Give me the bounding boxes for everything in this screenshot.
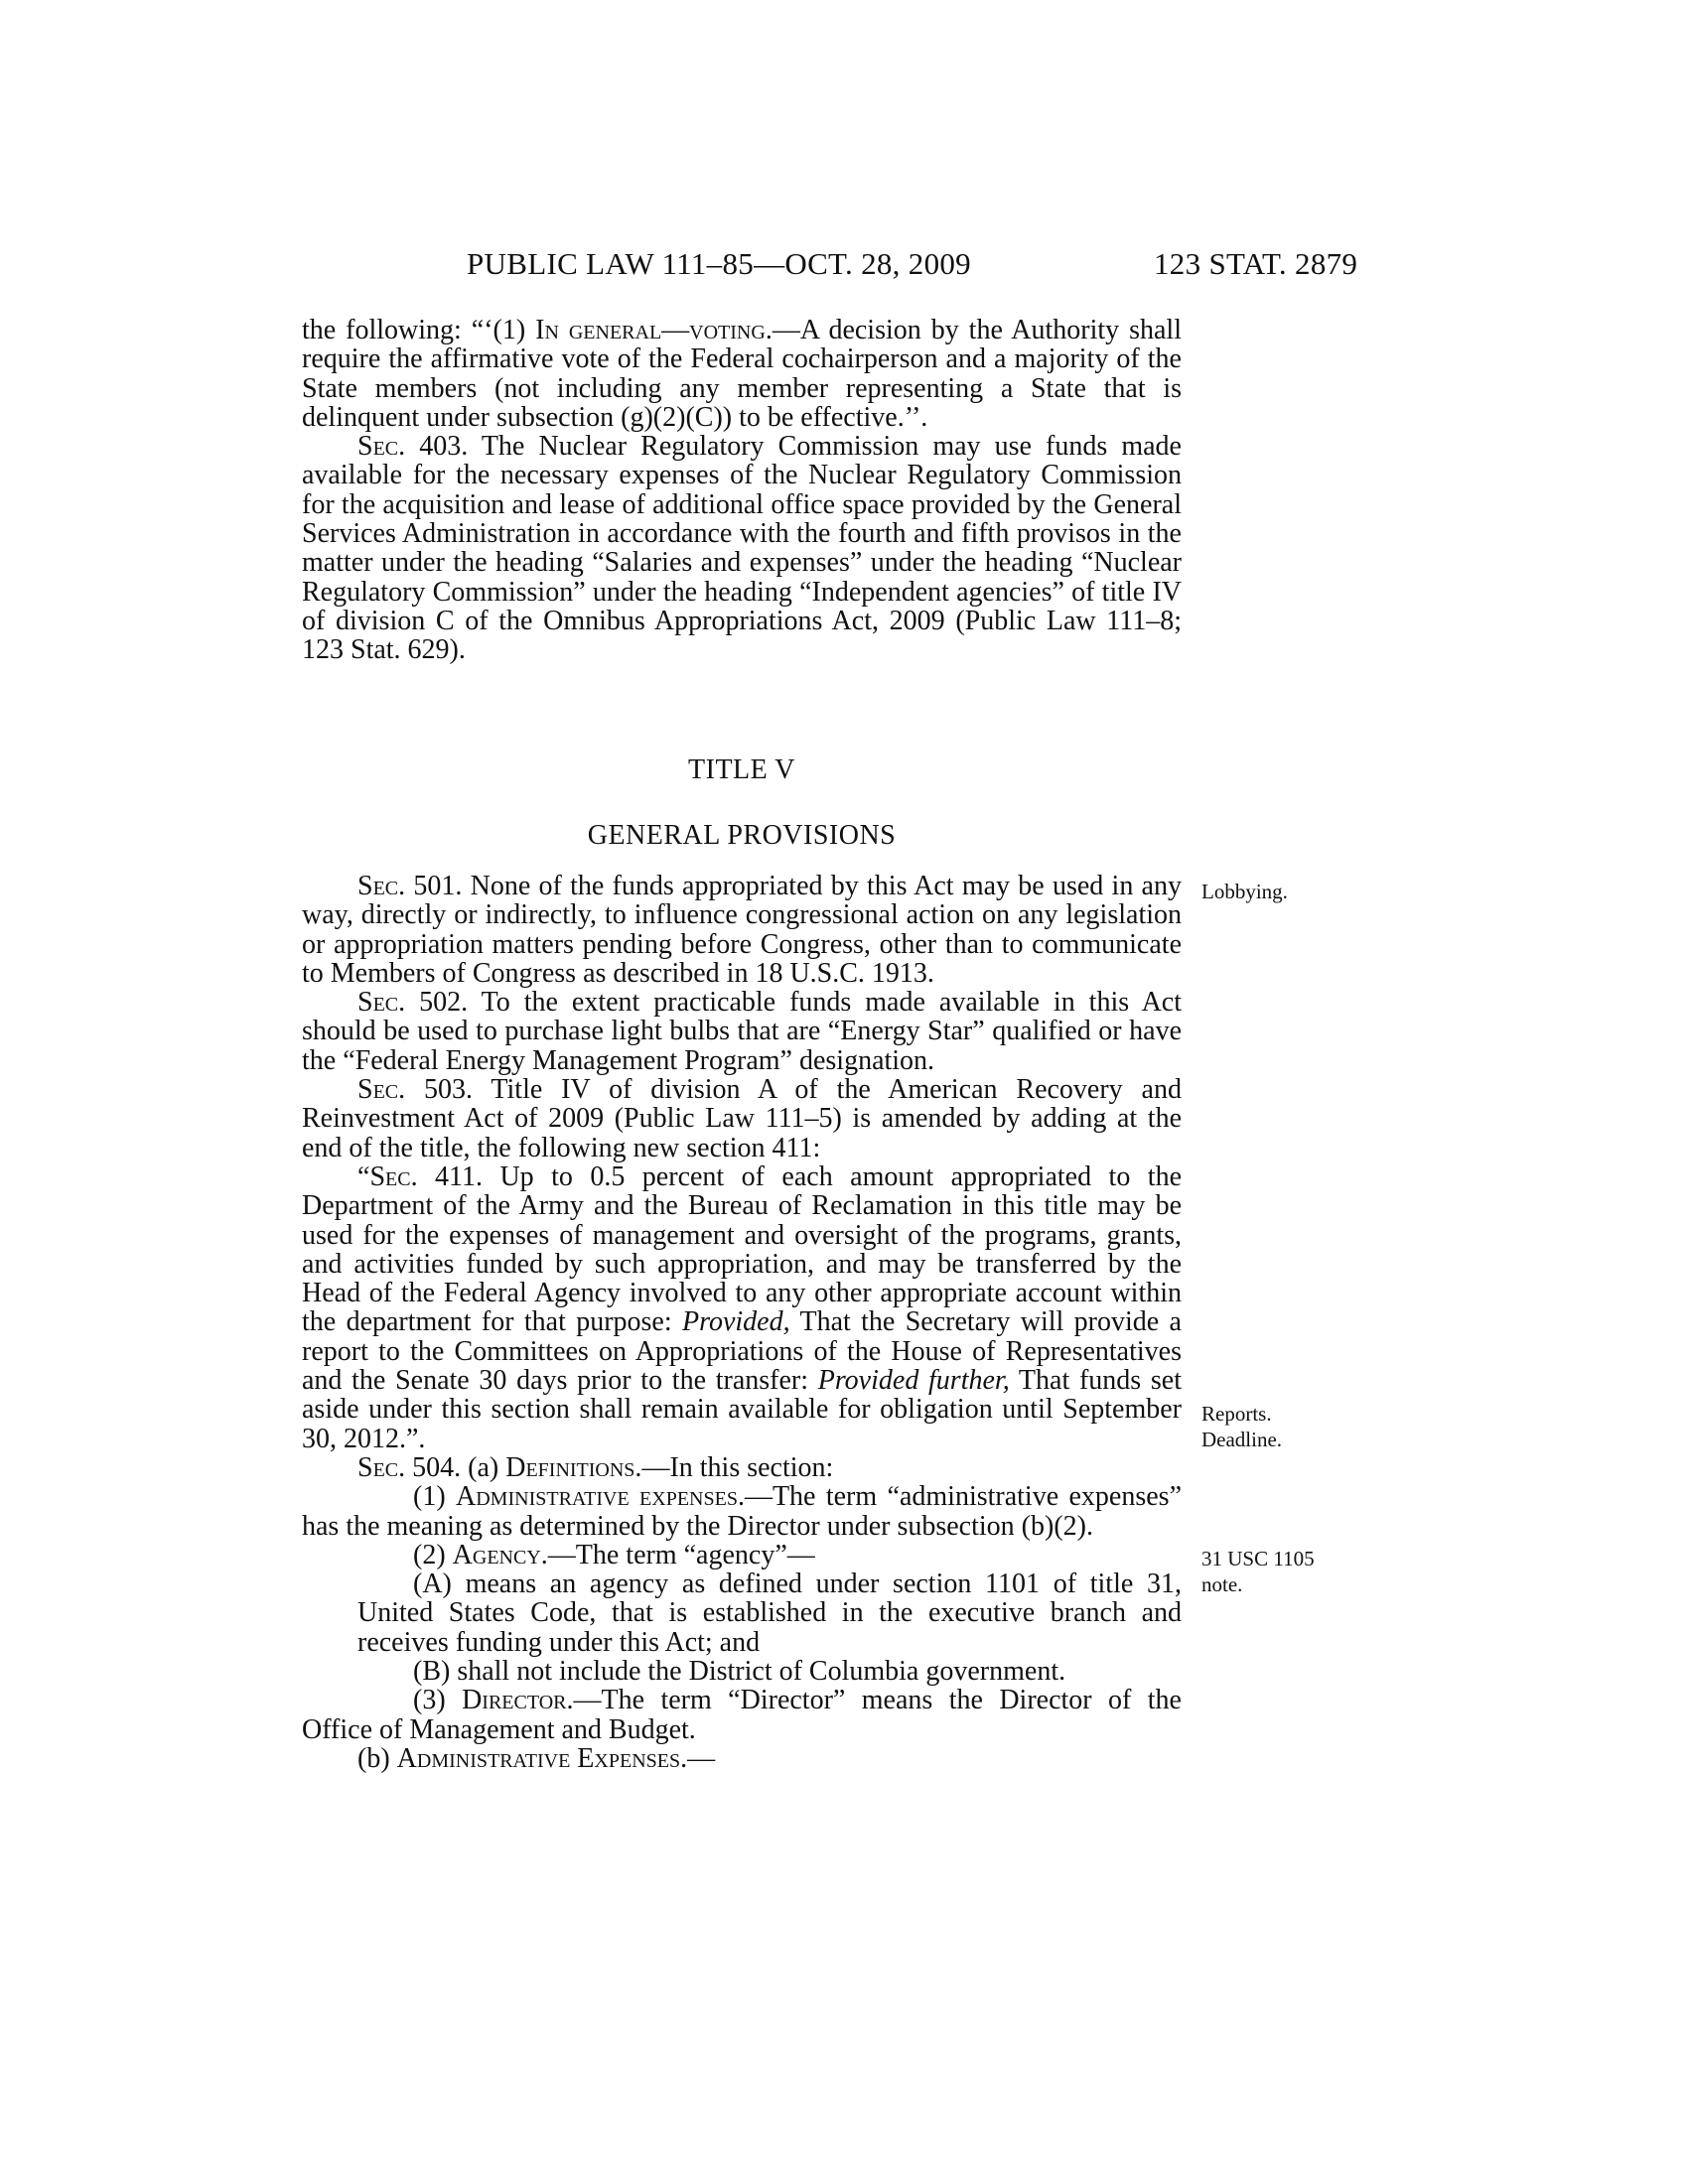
proviso-italic: Provided,: [682, 1306, 790, 1338]
subsection-b: (b) Administrative Expenses.—: [357, 1742, 716, 1774]
section-501: Sec. 501. None of the funds appropriated by this Act may be used in any way, directly or indirectly, to influence congressional action on any legislation or appropriation matters pending before Congress, other than to communicate to Members of Congress as described in 18 U.S.C. 1913.: [302, 871, 1182, 989]
sec-label: Sec: [357, 987, 399, 1019]
text-block-continuation: [302, 316, 1182, 665]
sec-label: Sec: [357, 1074, 399, 1106]
margin-note-usc-note: note.: [1201, 1572, 1243, 1596]
section-504: Sec. 504. (a) Definitions.—In this section:: [357, 1451, 834, 1483]
sec-label: Sec: [357, 431, 399, 463]
section-403: Sec. 403. The Nuclear Regulatory Commission may use funds made available for the necessary expenses of the Nuclear Regulatory Commission for the acquisition and lease of additional office space provided by the General Services Administration in accordance with the fourth and fifth provisos in the matter under the heading “Salaries and expenses” under the heading “Nuclear Regulatory Commission” under the heading “Independent agencies” of title IV of division C of the Omnibus Appropriations Act, 2009 (Public Law 111–8; 123 Stat. 629).: [302, 431, 1182, 666]
margin-note-usc: 31 USC 1105: [1201, 1547, 1315, 1570]
proviso-italic: Provided further,: [817, 1365, 1010, 1397]
sec-label: Sec: [357, 1451, 399, 1483]
small-caps-run: In general—voting.: [535, 315, 773, 345]
small-caps-run: Administrative Expenses.: [396, 1742, 688, 1774]
margin-note-reports: Reports.: [1201, 1402, 1272, 1426]
continued-paragraph: the following: “‘(1) In general—voting.—A decision by the Authority shall require the affirmative vote of the Federal cochairperson and a majority of the State members (not including any member representing a State that is delinquent under subsection (g)(2)(C)) to be effective.’’.: [302, 315, 1182, 433]
sec-label: Sec: [357, 871, 399, 901]
section-503: Sec. 503. Title IV of division A of the American Recovery and Reinvestment Act of 2009 (Public Law 111–5) is amended by adding at the end of the title, the following new section 411:: [302, 1074, 1182, 1163]
definition-3: (3) Director.—The term “Director” means the Director of the Office of Management and Budget.: [302, 1685, 1182, 1745]
section-411: “Sec. 411. Up to 0.5 percent of each amount appropriated to the Department of the Army and the Bureau of Reclamation in this title may be used for the expenses of management and oversight of the programs, grants, and activities funded by such appropriation, and may be transferred by the Head of the Federal Agency involved to any other appropriate account within the department for that purpose: Provided, That the Secretary will provide a report to the Committees on Appropriations of the House of Representatives and the Senate 30 days prior to the transfer: Provided further, That funds set aside under this section shall remain available for obligation until September 30, 2012.”.: [302, 1160, 1182, 1454]
title-number: TITLE V: [688, 754, 795, 785]
small-caps-run: Agency.: [452, 1539, 548, 1570]
small-caps-run: Director.: [462, 1685, 574, 1716]
title-name: GENERAL PROVISIONS: [587, 820, 897, 851]
small-caps-run: Administrative expenses.: [456, 1481, 745, 1513]
section-502: Sec. 502. To the extent practicable funds made available in this Act should be used to purchase light bulbs that are “Energy Star” qualified or have the “Federal Energy Management Program” designation.: [302, 987, 1182, 1076]
definition-2b: (B) shall not include the District of Columbia government.: [413, 1656, 1066, 1688]
definition-2a: (A) means an agency as defined under section 1101 of title 31, United States Code, that is established in the executive branch and receives funding under this Act; and: [357, 1569, 1182, 1658]
text-block-general-provisions: [302, 872, 1182, 1773]
margin-note-lobbying: Lobbying.: [1201, 880, 1288, 903]
running-head-title: PUBLIC LAW 111–85—OCT. 28, 2009: [467, 246, 971, 281]
stat-citation: 123 STAT. 2879: [1154, 246, 1358, 281]
definition-2: (2) Agency.—The term “agency”—: [413, 1539, 815, 1570]
definition-1: (1) Administrative expenses.—The term “administrative expenses” has the meaning as determined by the Director under subsection (b)(2).: [302, 1481, 1183, 1542]
small-caps-run: Definitions.: [505, 1451, 642, 1483]
margin-note-deadline: Deadline.: [1201, 1428, 1283, 1451]
sec-label: Sec: [369, 1160, 411, 1192]
